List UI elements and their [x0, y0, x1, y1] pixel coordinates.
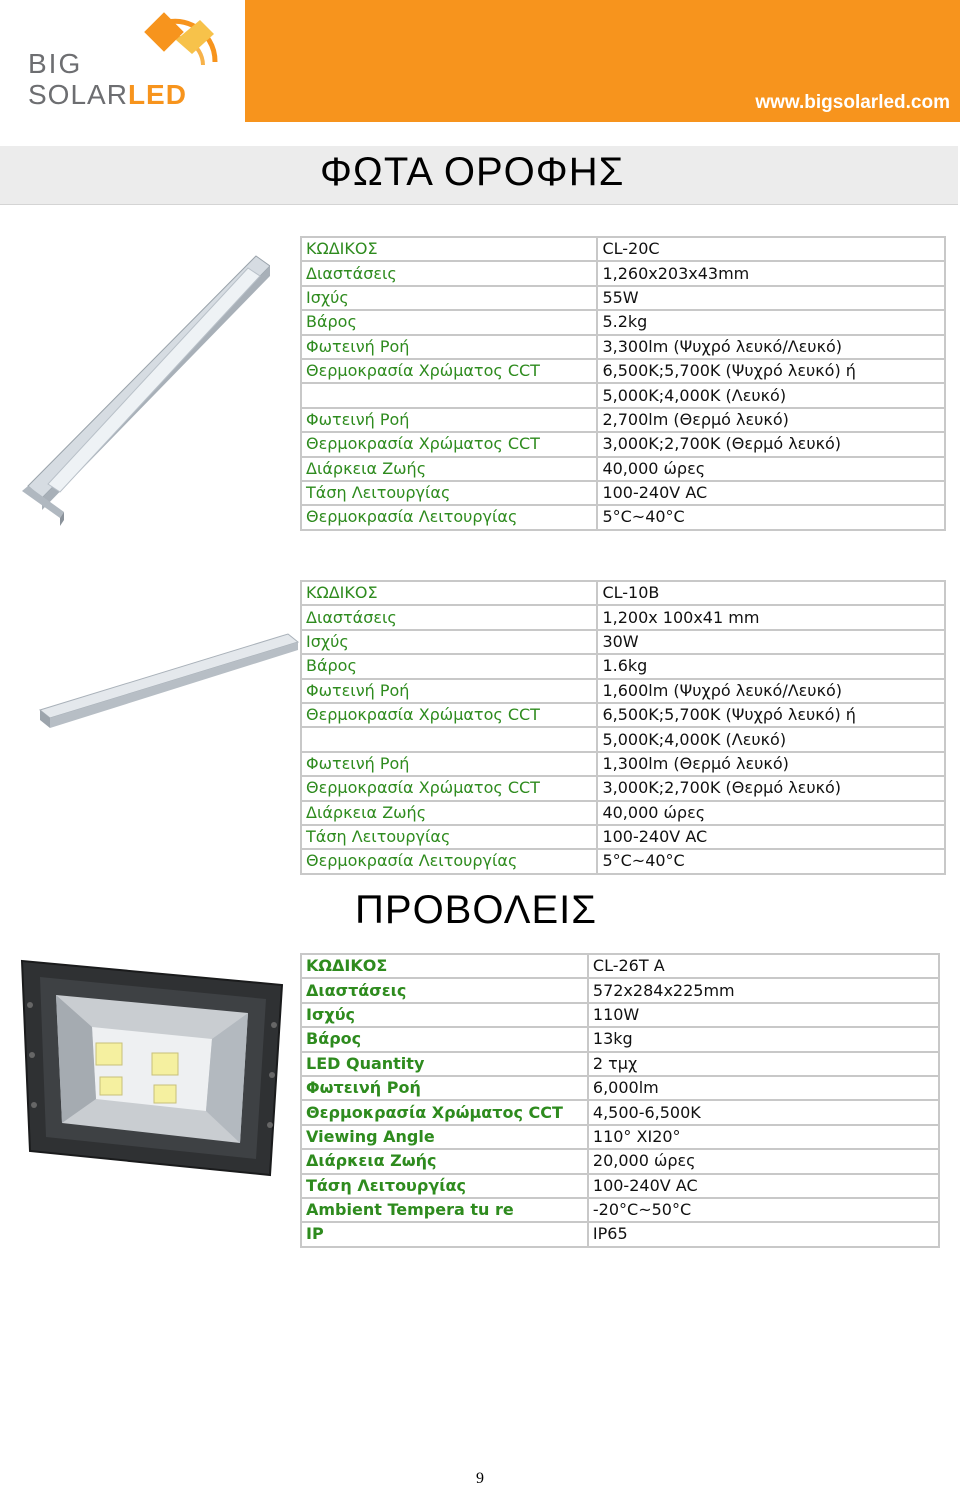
spec-row [301, 654, 945, 678]
spec-value: CL-10B [597, 581, 945, 605]
spec-row [301, 408, 945, 432]
spec-label: Βάρος [301, 310, 597, 334]
spec-value: 110° XI20° [588, 1125, 939, 1149]
spec-value: 3,300lm (Ψυχρό λευκό/Λευκό) [597, 335, 945, 359]
spec-value: CL-26T A [588, 954, 939, 978]
spec-label: Διαστάσεις [301, 605, 597, 629]
spec-value: 1,600lm (Ψυχρό λευκό/Λευκό) [597, 679, 945, 703]
spec-label: Θερμοκρασία Χρώματος CCT [301, 432, 597, 456]
spec-table-cl26ta [300, 953, 940, 1248]
logo-led-text: LED [127, 79, 187, 110]
spec-label: ΚΩΔΙΚΟΣ [301, 237, 597, 261]
spec-label: Διάρκεια Ζωής [301, 457, 597, 481]
spec-row [301, 825, 945, 849]
spec-row [301, 383, 945, 407]
spec-row [301, 703, 945, 727]
spec-row [301, 752, 945, 776]
spec-value: 1,300lm (Θερμό λευκό) [597, 752, 945, 776]
spec-label: Viewing Angle [301, 1125, 588, 1149]
floodlight-cl26ta-image [12, 955, 284, 1180]
spec-value: 6,000lm [588, 1076, 939, 1100]
spec-label: ΚΩΔΙΚΟΣ [301, 581, 597, 605]
header-banner [245, 0, 960, 122]
spec-label: Βάρος [301, 654, 597, 678]
spec-value: 6,500K;5,700K (Ψυχρό λευκό) ή [597, 359, 945, 383]
spec-label: Θερμοκρασία Λειτουργίας [301, 849, 597, 873]
spec-label: Φωτεινή Ροή [301, 752, 597, 776]
spec-row [301, 237, 945, 261]
spec-value: 1.6kg [597, 654, 945, 678]
spec-value: 55W [597, 286, 945, 310]
spec-value: 5°C~40°C [597, 505, 945, 529]
spec-value: -20°C~50°C [588, 1198, 939, 1222]
spec-value: 5,000K;4,000K (Λευκό) [597, 727, 945, 751]
spec-value: 572x284x225mm [588, 978, 939, 1002]
spec-label: Διάρκεια Ζωής [301, 1149, 588, 1173]
logo-top-text: BIG [28, 48, 83, 79]
spec-row [301, 359, 945, 383]
spec-value: 100-240V AC [588, 1174, 939, 1198]
spec-row [301, 335, 945, 359]
spec-row [301, 1149, 939, 1173]
spec-label: Θερμοκρασία Χρώματος CCT [301, 359, 597, 383]
spec-row [301, 1003, 939, 1027]
spec-value: 6,500K;5,700K (Ψυχρό λευκό) ή [597, 703, 945, 727]
spec-value: 2 τμχ [588, 1052, 939, 1076]
spec-row [301, 261, 945, 285]
page-title: ΦΩΤΑ ΟΡΟΦΗΣ [320, 150, 625, 194]
website-url: www.bigsolarled.com [755, 92, 950, 113]
spec-label: Ισχύς [301, 286, 597, 310]
spec-row [301, 605, 945, 629]
spec-label: Θερμοκρασία Χρώματος CCT [301, 1100, 588, 1124]
spec-row [301, 849, 945, 873]
spec-label: Θερμοκρασία Χρώματος CCT [301, 776, 597, 800]
spec-value: 4,500-6,500K [588, 1100, 939, 1124]
spec-row [301, 801, 945, 825]
spec-row [301, 457, 945, 481]
ceiling-light-cl20c-image [20, 236, 270, 536]
spec-label: Φωτεινή Ροή [301, 679, 597, 703]
brand-logo [0, 0, 245, 122]
spec-row [301, 954, 939, 978]
spec-label: Φωτεινή Ροή [301, 1076, 588, 1100]
spec-row [301, 1052, 939, 1076]
spec-value: 20,000 ώρες [588, 1149, 939, 1173]
spec-value: 13kg [588, 1027, 939, 1051]
spec-label: Βάρος [301, 1027, 588, 1051]
spec-row [301, 581, 945, 605]
spec-row [301, 481, 945, 505]
spec-label: IP [301, 1222, 588, 1246]
spec-label: Θερμοκρασία Λειτουργίας [301, 505, 597, 529]
spec-row [301, 1125, 939, 1149]
spec-table-cl10b [300, 580, 946, 875]
spec-label: Ισχύς [301, 1003, 588, 1027]
spec-row [301, 310, 945, 334]
spec-label: Ισχύς [301, 630, 597, 654]
spec-value: 5.2kg [597, 310, 945, 334]
spec-value: 3,000K;2,700K (Θερμό λευκό) [597, 432, 945, 456]
spec-label: ΚΩΔΙΚΟΣ [301, 954, 588, 978]
spec-row [301, 679, 945, 703]
page-number: 9 [476, 1470, 484, 1487]
spec-label: Διαστάσεις [301, 261, 597, 285]
spec-row [301, 1076, 939, 1100]
spec-row [301, 1027, 939, 1051]
spec-label: Διαστάσεις [301, 978, 588, 1002]
spec-label: Θερμοκρασία Χρώματος CCT [301, 703, 597, 727]
spec-row [301, 1100, 939, 1124]
spec-value: 30W [597, 630, 945, 654]
spec-row [301, 286, 945, 310]
ceiling-light-cl10b-image [20, 590, 300, 760]
spec-label: Φωτεινή Ροή [301, 408, 597, 432]
spec-value: 40,000 ώρες [597, 457, 945, 481]
spec-value: 1,260x203x43mm [597, 261, 945, 285]
spec-value: 3,000K;2,700K (Θερμό λευκό) [597, 776, 945, 800]
spec-row [301, 1222, 939, 1246]
spec-row [301, 776, 945, 800]
spec-row [301, 727, 945, 751]
spec-value: 40,000 ώρες [597, 801, 945, 825]
spec-row [301, 630, 945, 654]
spec-value: CL-20C [597, 237, 945, 261]
spec-label: Τάση Λειτουργίας [301, 1174, 588, 1198]
spec-label: Τάση Λειτουργίας [301, 481, 597, 505]
spec-label: LED Quantity [301, 1052, 588, 1076]
spec-label: Τάση Λειτουργίας [301, 825, 597, 849]
spec-value: 5,000K;4,000K (Λευκό) [597, 383, 945, 407]
spec-row [301, 432, 945, 456]
spec-label [301, 383, 597, 407]
spec-value: 100-240V AC [597, 481, 945, 505]
spec-table-cl20c [300, 236, 946, 531]
spec-label: Φωτεινή Ροή [301, 335, 597, 359]
spec-value: IP65 [588, 1222, 939, 1246]
spec-value: 1,200x 100x41 mm [597, 605, 945, 629]
spec-row [301, 978, 939, 1002]
spec-row [301, 1198, 939, 1222]
spec-value: 2,700lm (Θερμό λευκό) [597, 408, 945, 432]
svg-text:SOLARLED [28, 79, 187, 110]
spec-value: 110W [588, 1003, 939, 1027]
spec-value: 100-240V AC [597, 825, 945, 849]
spec-label: Διάρκεια Ζωής [301, 801, 597, 825]
spec-value: 5°C~40°C [597, 849, 945, 873]
logo-solar-text: SOLAR [28, 79, 128, 110]
spec-row [301, 1174, 939, 1198]
spec-label: Ambient Tempera tu re [301, 1198, 588, 1222]
spec-row [301, 505, 945, 529]
section-title-floodlights: ΠΡΟΒΟΛΕΙΣ [355, 888, 597, 932]
spec-label [301, 727, 597, 751]
logo-graphic [0, 0, 245, 122]
